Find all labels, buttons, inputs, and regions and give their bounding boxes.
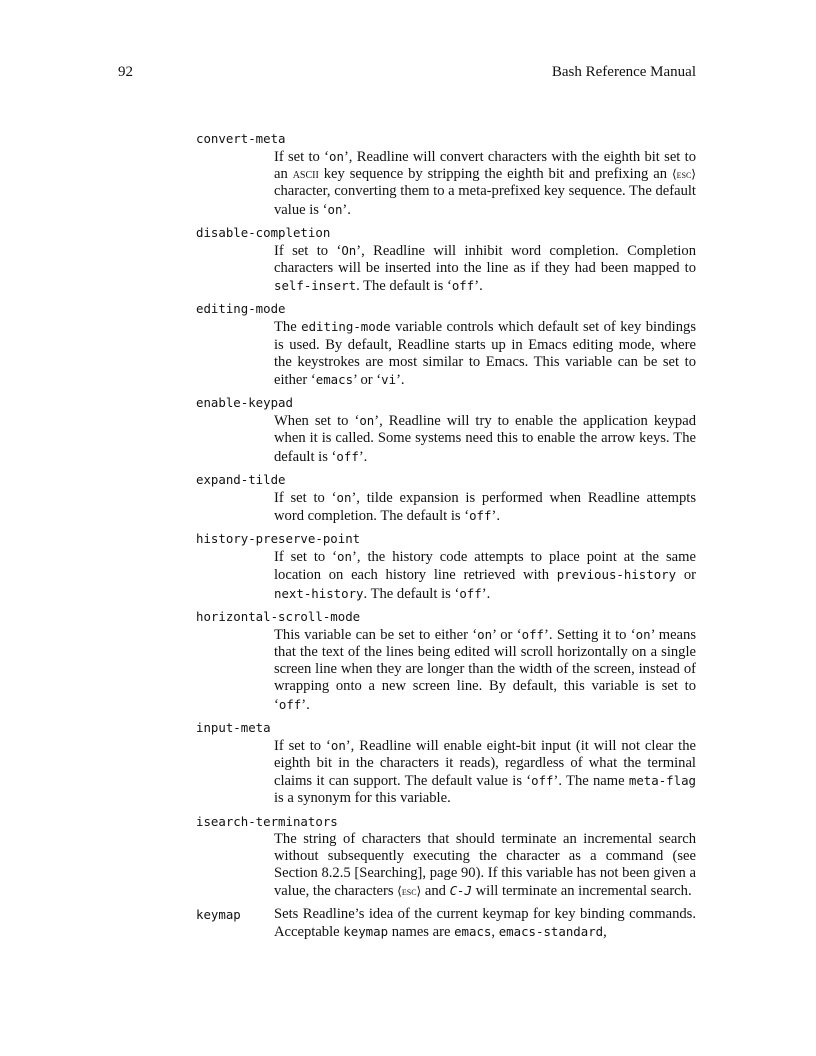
- term-name: isearch-terminators: [196, 813, 338, 829]
- term-description: This variable can be set to either ‘on’ or ‘off’. Setting it to ‘on’ means that the text of the lines being edited will scroll horizontally on a single screen line when they are longer than the width of the screen, instead of wrapping onto a new screen line. By default, this variable is set to ‘off’.: [274, 626, 697, 713]
- term-name: editing-mode: [196, 301, 286, 317]
- term-description: The editing-mode variable controls which default set of key bindings is used. By default, Readline starts up in Emacs editing mode, where the keystrokes are most similar to Emacs. This variable can be set to either ‘emacs’ or ‘vi’.: [274, 319, 696, 389]
- term-name: disable-completion: [196, 224, 331, 240]
- entry-isearch-terminators: [196, 813, 696, 901]
- running-title: Bash Reference Manual: [551, 64, 696, 80]
- entry-horizontal-scroll-mode: [196, 608, 696, 714]
- term-name: horizontal-scroll-mode: [196, 608, 361, 624]
- entry-enable-keypad: [196, 394, 696, 466]
- variable-list: [196, 130, 696, 946]
- entry-convert-meta: [196, 130, 696, 219]
- term-name: expand-tilde: [196, 471, 286, 487]
- entry-disable-completion: [196, 224, 696, 296]
- esc-key-glyph: ⟨ esc ⟩: [672, 167, 696, 181]
- term-description: If set to ‘on’, Readline will enable eight-bit input (it will not clear the eighth bit in the characters it reads), regardless of what the terminal claims it can support. The default value is ‘off’. The name meta-flag is a synonym for this variable.: [274, 737, 696, 807]
- entry-editing-mode: [196, 300, 696, 389]
- term-name: input-meta: [196, 719, 271, 735]
- term-description: Sets Readline’s idea of the current keymap for key binding commands. Acceptable keymap names are emacs, emacs-standard,: [274, 905, 696, 940]
- term-description: The string of characters that should terminate an incremental search without subsequently executing the character as a command (see Section 8.2.5 [Searching], page 90). If this variable has not been given a value, the characters ⟨ esc ⟩ and C-J will terminate an incremental search.: [274, 831, 696, 901]
- entry-input-meta: [196, 719, 696, 808]
- entry-expand-tilde: [196, 471, 696, 525]
- entry-history-preserve-point: [196, 530, 696, 603]
- page-number: 92: [118, 64, 133, 80]
- term-name: convert-meta: [196, 131, 286, 146]
- entry-keymap: [196, 906, 696, 941]
- term-description: If set to ‘On’, Readline will inhibit word completion. Completion characters will be inserted into the line as if they had been mapped to self-insert. The default is ‘off’.: [274, 242, 697, 295]
- term-name: keymap: [196, 906, 241, 922]
- term-description: When set to ‘on’, Readline will try to enable the application keypad when it is called. Some systems need this to enable the arrow keys. The default is ‘off’.: [274, 413, 696, 465]
- esc-key-glyph: ⟨ esc ⟩: [397, 884, 421, 898]
- page-header: [118, 64, 696, 84]
- term-name: history-preserve-point: [196, 531, 361, 547]
- term-description: If set to ‘on’, tilde expansion is performed when Readline attempts word completion. The default is ‘off’.: [274, 489, 696, 525]
- term-description: If set to ‘on’, Readline will convert characters with the eighth bit set to an ascii key sequence by stripping the eighth bit and prefixing an ⟨ esc ⟩ character, converting them to a meta-prefixed key sequence. The default value is ‘on’.: [274, 148, 696, 219]
- term-description: If set to ‘on’, the history code attempts to place point at the same location on each history line retrieved with previous-history or next-history. The default is ‘off’.: [274, 549, 697, 602]
- term-name: enable-keypad: [196, 395, 293, 411]
